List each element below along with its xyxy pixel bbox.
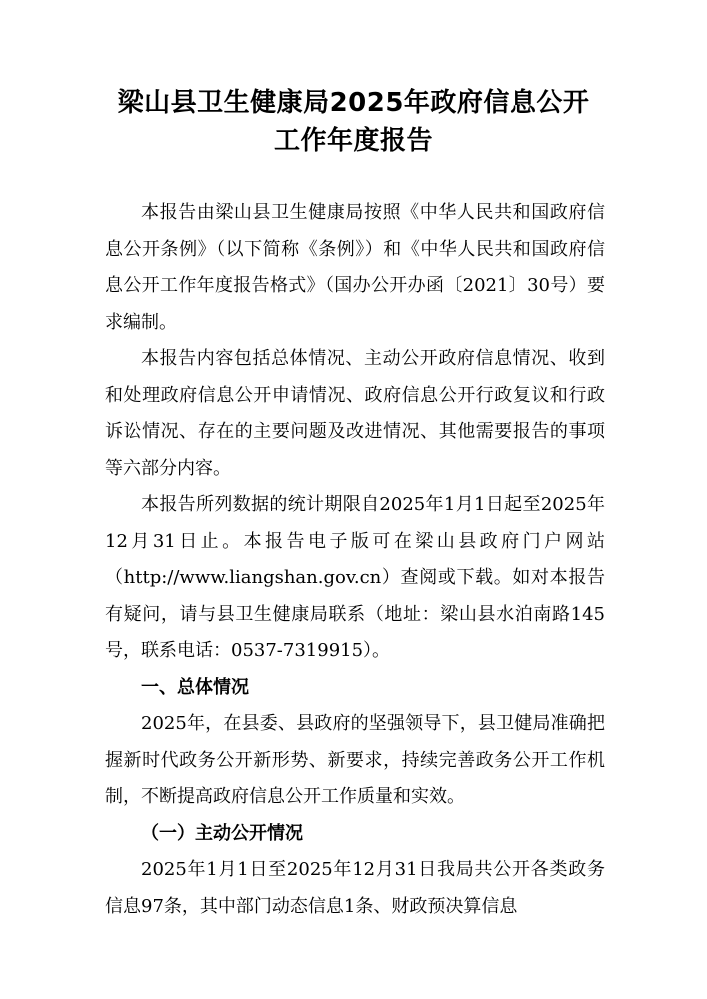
report-title-line-1: 梁山县卫生健康局2025年政府信息公开: [117, 88, 590, 118]
subsection-heading-active-disclosure: （一）主动公开情况: [141, 822, 303, 844]
section-heading-overview: 一、总体情况: [141, 676, 249, 698]
overview-paragraph: 2025年，在县委、县政府的坚强领导下，县卫健局准确把握新时代政务公开新形势、新要求，持续完善政务公开工作机制，不断提高政府信息公开工作质量和实效。: [105, 713, 605, 807]
intro-paragraph-basis: 本报告由梁山县卫生健康局按照《中华人民共和国政府信息公开条例》（以下简称《条例》）和《中华人民共和国政府信息公开工作年度报告格式》（国办公开办函〔2021〕30号）要求编制。: [105, 202, 605, 333]
report-title-line-2: 工作年度报告: [273, 126, 433, 156]
intro-paragraph-contents: 本报告内容包括总体情况、主动公开政府信息情况、收到和处理政府信息公开申请情况、政府信息公开行政复议和行政诉讼情况、存在的主要问题及改进情况、其他需要报告的事项等六部分内容。: [105, 348, 605, 479]
active-disclosure-paragraph: 2025年1月1日至2025年12月31日我局共公开各类政务信息97条，其中部门动态信息1条、财政预决算信息: [105, 859, 605, 917]
intro-paragraph-period-contact: 本报告所列数据的统计期限自2025年1月1日起至2025年12月31日止。本报告电子版可在梁山县政府门户网站（http://www.liangshan.gov.cn）查阅或下载。如对本报告有疑问，请与县卫生健康局联系（地址：梁山县水泊南路145号，联系电话：0537-7319915）。: [105, 494, 605, 661]
report-body: [105, 195, 605, 925]
